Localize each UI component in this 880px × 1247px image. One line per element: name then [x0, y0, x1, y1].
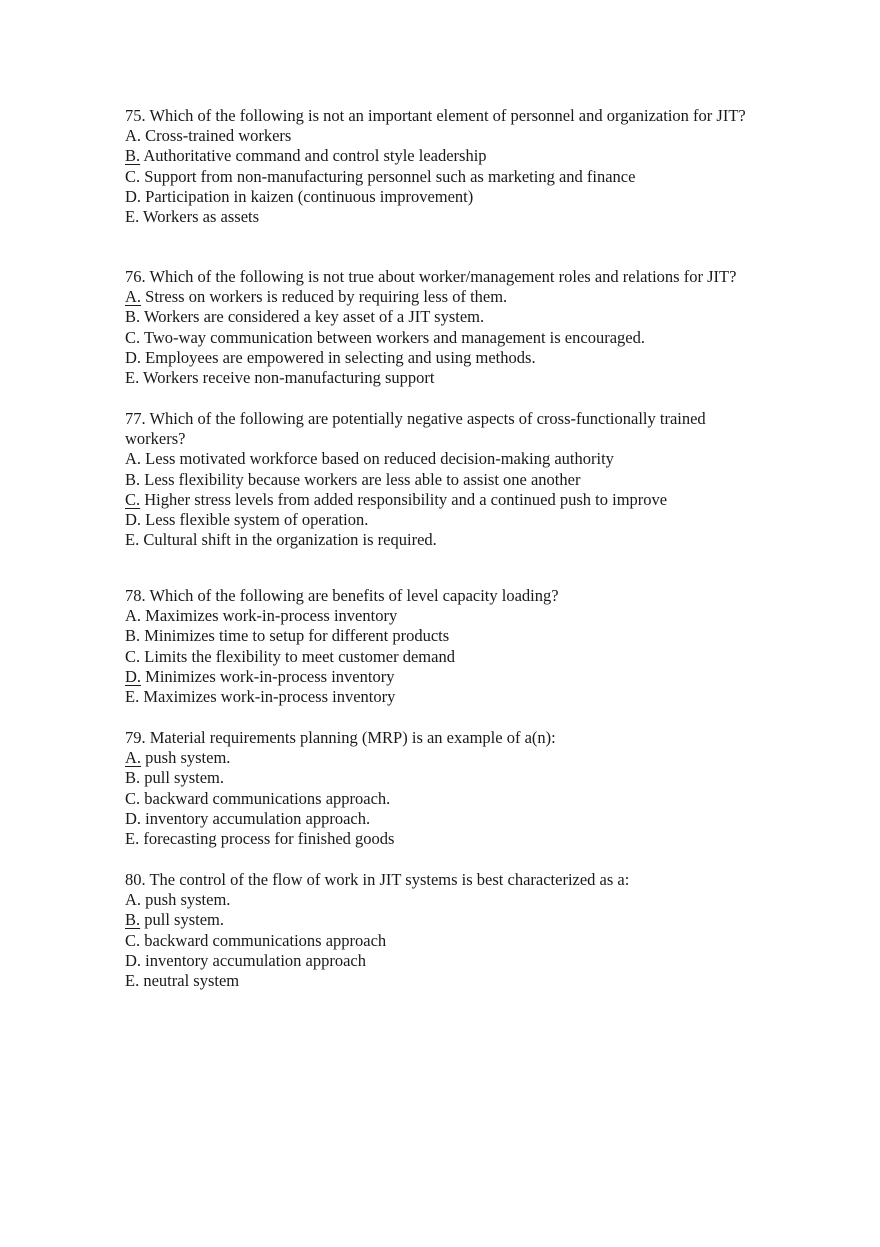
option-text: backward communications approach. [140, 788, 391, 808]
answer-option [125, 748, 765, 768]
question-stem: 80. The control of the flow of work in JIT systems is best characterized as a: [125, 870, 630, 889]
answer-option [125, 287, 765, 307]
option-text: Workers as assets [139, 207, 260, 227]
question-76 [125, 267, 765, 388]
answer-option [125, 146, 765, 166]
option-letter: C. [125, 788, 141, 808]
option-text: Stress on workers is reduced by requiring less of them. [141, 287, 508, 307]
question-75 [125, 106, 765, 227]
answer-option [125, 470, 765, 490]
option-text: pull system. [140, 910, 225, 930]
option-text: Cultural shift in the organization is required. [139, 530, 437, 550]
option-text: push system. [141, 748, 231, 768]
question-80 [125, 870, 765, 991]
option-text: Cross-trained workers [141, 126, 292, 146]
option-text: Support from non-manufacturing personnel such as marketing and finance [140, 166, 636, 186]
option-letter: D. [125, 808, 142, 828]
answer-option [125, 768, 765, 788]
answer-option [125, 207, 765, 227]
answer-option [125, 951, 765, 971]
option-text: Minimizes work-in-process inventory [141, 666, 395, 686]
option-text: Two-way communication between workers and management is encouraged. [140, 327, 645, 347]
option-text: Higher stress levels from added responsibility and a continued push to improve [140, 489, 668, 509]
option-letter: A. [125, 890, 142, 910]
answer-option [125, 910, 765, 930]
answer-option [125, 687, 765, 707]
answer-option [125, 490, 765, 510]
answer-option [125, 126, 765, 146]
answer-option [125, 510, 765, 530]
option-text: forecasting process for finished goods [139, 829, 395, 849]
answer-option [125, 809, 765, 829]
option-letter: E. [125, 368, 140, 388]
option-text: Less motivated workforce based on reduced decision-making authority [141, 449, 614, 469]
option-text: Workers receive non-manufacturing support [139, 368, 435, 388]
option-letter: D. [125, 347, 142, 367]
answer-option [125, 626, 765, 646]
correct-option-letter: A. [125, 748, 142, 768]
option-letter: A. [125, 126, 142, 146]
option-letter: E. [125, 829, 140, 849]
option-text: Less flexible system of operation. [141, 510, 369, 530]
option-text: inventory accumulation approach [141, 950, 367, 970]
answer-option [125, 931, 765, 951]
answer-option [125, 890, 765, 910]
option-letter: E. [125, 971, 140, 991]
question-stem: 79. Material requirements planning (MRP) is an example of a(n): [125, 728, 556, 747]
correct-option-letter: C. [125, 489, 141, 509]
answer-option [125, 606, 765, 626]
option-letter: B. [125, 469, 141, 489]
option-text: inventory accumulation approach. [141, 808, 371, 828]
answer-option [125, 647, 765, 667]
option-letter: B. [125, 626, 141, 646]
option-text: pull system. [140, 768, 225, 788]
option-text: Limits the flexibility to meet customer demand [140, 646, 455, 666]
option-letter: B. [125, 768, 141, 788]
option-text: Authoritative command and control style leadership [140, 146, 487, 166]
option-letter: C. [125, 646, 141, 666]
question-stem: 75. Which of the following is not an important element of personnel and organization for JIT? [125, 106, 746, 125]
correct-option-letter: B. [125, 910, 141, 930]
option-text: Maximizes work-in-process inventory [141, 606, 398, 626]
option-text: Minimizes time to setup for different products [140, 626, 450, 646]
question-stem: 77. Which of the following are potentially negative aspects of cross-functionally trained workers? [125, 409, 706, 449]
option-letter: C. [125, 327, 141, 347]
question-79 [125, 728, 765, 849]
correct-option-letter: A. [125, 287, 142, 307]
answer-option [125, 530, 765, 550]
answer-option [125, 187, 765, 207]
answer-option [125, 829, 765, 849]
option-text: backward communications approach [140, 930, 387, 950]
option-text: Participation in kaizen (continuous improvement) [141, 186, 474, 206]
option-text: Workers are considered a key asset of a JIT system. [140, 307, 485, 327]
option-letter: E. [125, 207, 140, 227]
option-text: Maximizes work-in-process inventory [139, 687, 396, 707]
correct-option-letter: D. [125, 666, 142, 686]
option-letter: C. [125, 930, 141, 950]
option-letter: D. [125, 510, 142, 530]
answer-option [125, 348, 765, 368]
option-text: Employees are empowered in selecting and using methods. [141, 347, 536, 367]
answer-option [125, 971, 765, 991]
answer-option [125, 167, 765, 187]
option-letter: A. [125, 449, 142, 469]
answer-option [125, 667, 765, 687]
question-stem: 76. Which of the following is not true about worker/management roles and relations for JIT? [125, 267, 737, 286]
option-text: Less flexibility because workers are less able to assist one another [140, 469, 581, 489]
answer-option [125, 328, 765, 348]
option-letter: B. [125, 307, 141, 327]
answer-option [125, 307, 765, 327]
option-text: neutral system [139, 971, 240, 991]
answer-option [125, 789, 765, 809]
option-letter: A. [125, 606, 142, 626]
option-letter: D. [125, 950, 142, 970]
question-77 [125, 409, 765, 550]
answer-option [125, 449, 765, 469]
question-stem: 78. Which of the following are benefits of level capacity loading? [125, 586, 559, 605]
option-letter: C. [125, 166, 141, 186]
question-78 [125, 586, 765, 707]
option-letter: E. [125, 530, 140, 550]
option-letter: E. [125, 687, 140, 707]
option-text: push system. [141, 890, 231, 910]
option-letter: D. [125, 186, 142, 206]
answer-option [125, 368, 765, 388]
correct-option-letter: B. [125, 146, 141, 166]
